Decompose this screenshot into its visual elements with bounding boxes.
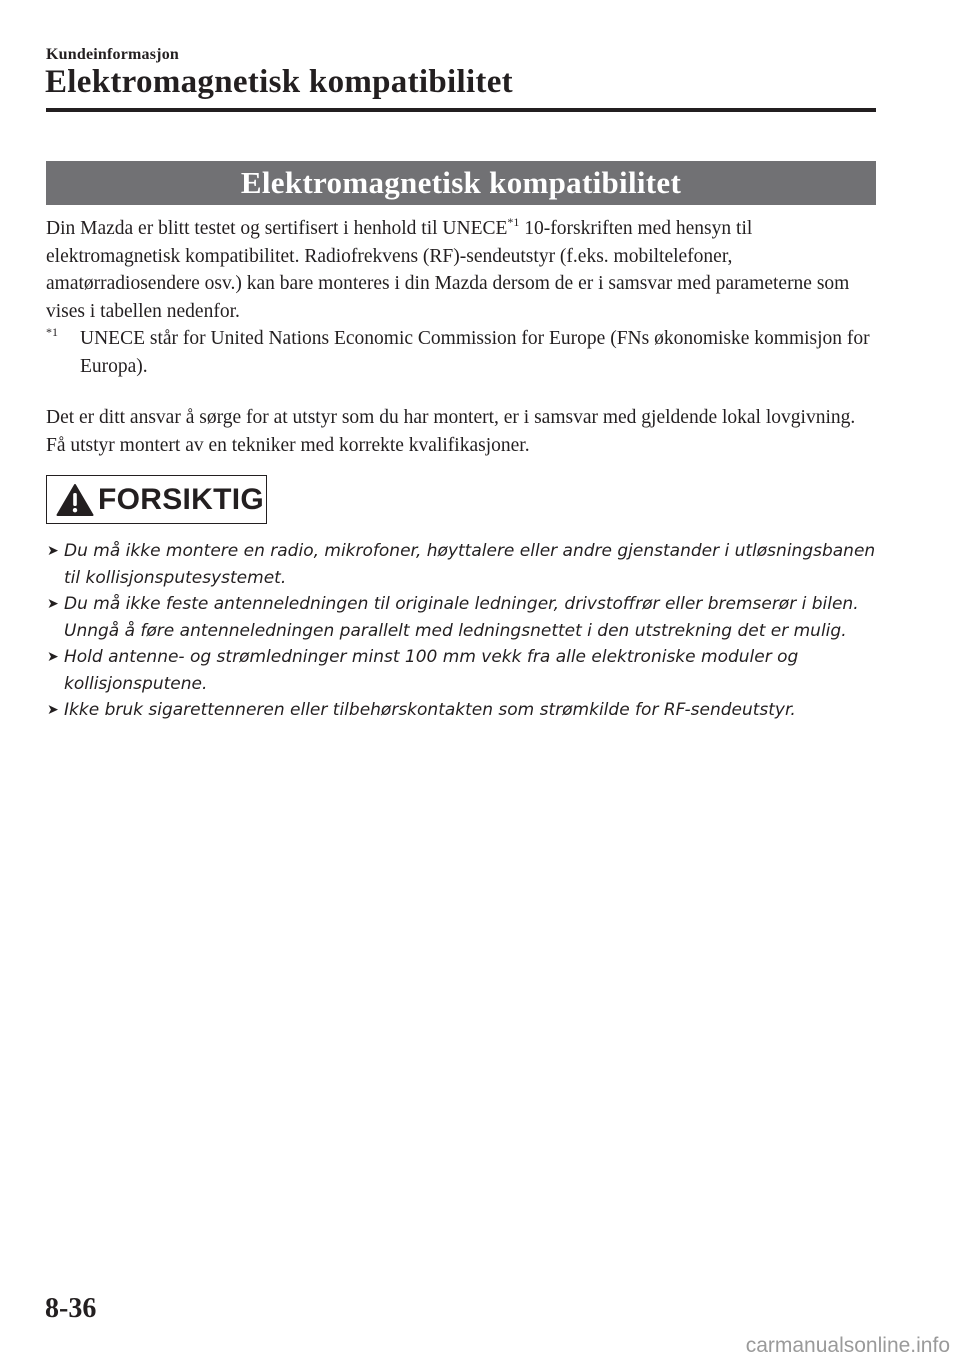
footnote-mark xyxy=(46,325,58,353)
intro-paragraph xyxy=(46,215,876,325)
caution-item xyxy=(46,697,876,724)
bullet-arrow-icon: ➤ xyxy=(47,596,59,612)
caution-item-text: Du må ikke montere en radio, mikrofoner, høyttalere eller andre gjenstander i utløsningsbanen til kollisjonsputesystemet. xyxy=(64,541,876,588)
page-number: 8-36 xyxy=(45,1293,97,1324)
watermark: carmanualsonline.info xyxy=(745,1334,950,1357)
caution-label: FORSIKTIG xyxy=(98,483,265,516)
caution-item xyxy=(46,644,876,697)
header-divider xyxy=(46,108,876,112)
footnote-asterisk: *1 xyxy=(46,324,58,339)
section-banner xyxy=(46,161,876,205)
caution-item-text: Hold antenne- og strømledninger minst 100 mm vekk fra alle elektroniske moduler og kollisjonsputene. xyxy=(64,647,799,694)
footnote-reference: *1 xyxy=(507,214,520,229)
intro-text-a: Din Mazda er blitt testet og sertifisert i henhold til UNECE xyxy=(46,218,508,239)
footnote-text: UNECE står for United Nations Economic Commission for Europe (FNs økonomiske kommisjon for Europa). xyxy=(80,328,870,377)
bullet-arrow-icon: ➤ xyxy=(47,649,59,665)
caution-item-text: Du må ikke feste antenneledningen til originale ledninger, drivstoffrør eller bremserør i bilen. Unngå å føre antenneledningen parallelt med ledningsnettet i den utstrekning det er mulig. xyxy=(64,594,859,641)
section-title: Elektromagnetisk kompatibilitet xyxy=(240,165,682,200)
intro-text-b: 10-forskriften med hensyn til elektromagnetisk kompatibilitet. Radiofrekvens (RF)-sendeutstyr (f.eks. mobiltelefoner, amatørradiosendere osv.) kan bare monteres i din Mazda dersom de er i samsvar med parameterne som vises i tabellen nedenfor. xyxy=(46,218,850,322)
warning-triangle-icon xyxy=(56,483,94,517)
footnote xyxy=(46,325,876,380)
caution-item xyxy=(46,591,876,644)
caution-item xyxy=(46,538,876,591)
caution-list xyxy=(46,538,876,724)
caution-header xyxy=(46,475,267,524)
breadcrumb: Kundeinformasjon xyxy=(46,46,179,63)
page-title: Elektromagnetisk kompatibilitet xyxy=(45,64,513,100)
caution-item-text: Ikke bruk sigarettenneren eller tilbehørskontakten som strømkilde for RF-sendeutstyr. xyxy=(64,700,796,720)
bullet-arrow-icon: ➤ xyxy=(47,543,59,559)
responsibility-paragraph: Det er ditt ansvar å sørge for at utstyr som du har montert, er i samsvar med gjeldende lokal lovgivning. Få utstyr montert av en tekniker med korrekte kvalifikasjoner. xyxy=(46,407,856,456)
bullet-arrow-icon: ➤ xyxy=(47,702,59,718)
